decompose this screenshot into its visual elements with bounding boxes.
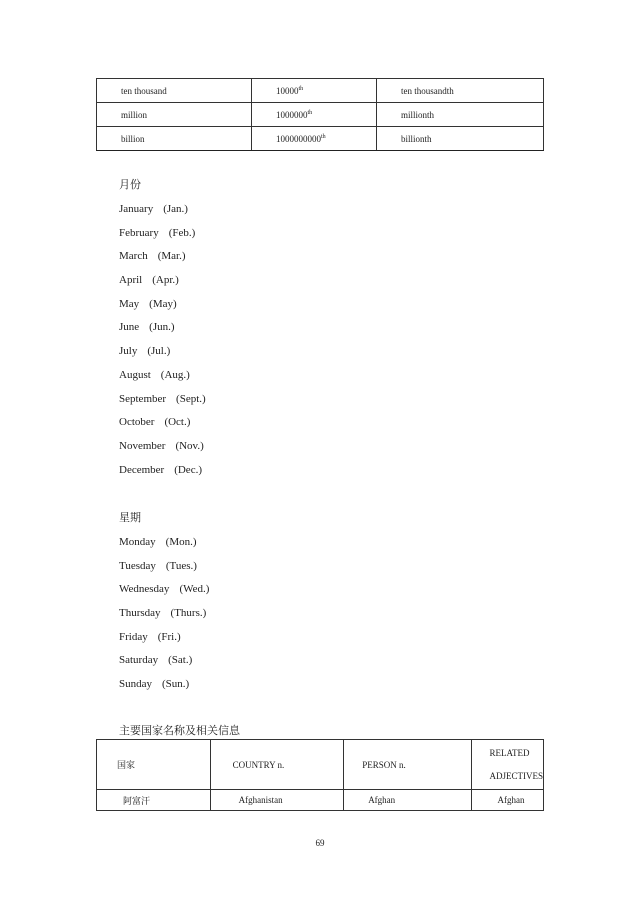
number-word: million: [97, 103, 252, 127]
month-item-abbr: (Aug.): [160, 368, 190, 381]
month-item: [119, 225, 206, 249]
month-item: [119, 414, 206, 438]
month-item-name: November: [119, 439, 166, 452]
countries-table: [96, 739, 544, 811]
header-chinese: 国家: [97, 740, 211, 790]
month-item-name: July: [119, 345, 138, 358]
month-item: [119, 391, 206, 415]
weekday-item-abbr: (Mon.): [165, 536, 197, 548]
month-item: [119, 248, 206, 272]
countries-header-row: [97, 740, 544, 790]
months-list: [119, 201, 206, 485]
weekday-item: [119, 629, 209, 653]
month-item-name: April: [119, 274, 143, 287]
weekday-item: [119, 581, 209, 605]
table-row: [97, 790, 544, 811]
table-row: [97, 103, 544, 127]
weekday-item-abbr: (Thurs.): [170, 607, 207, 620]
number-ordinal: ten thousandth: [377, 79, 544, 103]
weekday-item-abbr: (Sat.): [168, 654, 193, 667]
table-row: [97, 79, 544, 103]
weekday-item-name: Thursday: [119, 607, 161, 620]
months-section: [119, 177, 206, 485]
weekday-item-abbr: (Tues.): [165, 559, 197, 572]
weekday-item-abbr: (Fri.): [157, 630, 181, 643]
weekdays-heading: 星期: [119, 512, 141, 524]
number-suffix: th: [321, 134, 326, 140]
month-item: [119, 296, 206, 320]
weekday-item-name: Saturday: [119, 654, 159, 667]
weekday-item-abbr: (Wed.): [179, 583, 210, 596]
number-digits: 1000000000: [276, 134, 321, 144]
weekday-item-name: Sunday: [119, 678, 152, 691]
month-item-abbr: (Jan.): [163, 203, 188, 215]
header-related-line2: ADJECTIVES: [489, 770, 543, 781]
country-adjective: Afghan: [471, 790, 544, 811]
months-heading: 月份: [119, 179, 141, 191]
month-item-abbr: (Sept.): [176, 392, 206, 405]
month-item-name: January: [119, 203, 154, 215]
month-item-abbr: (May): [149, 297, 177, 310]
number-value: [252, 79, 377, 103]
month-item: [119, 343, 206, 367]
number-ordinal: millionth: [377, 103, 544, 127]
month-item: [119, 367, 206, 391]
month-item-name: March: [119, 250, 148, 263]
month-item-abbr: (Mar.): [157, 250, 186, 263]
number-table: [96, 78, 544, 151]
month-item: [119, 438, 206, 462]
country-person: Afghan: [344, 790, 471, 811]
weekday-item: [119, 652, 209, 676]
table-row: [97, 127, 544, 151]
header-related-adjectives: [471, 740, 544, 790]
month-item-name: September: [119, 392, 167, 405]
weekdays-section: [119, 510, 209, 700]
number-ordinal: billionth: [377, 127, 544, 151]
month-item-abbr: (Jun.): [149, 321, 175, 334]
weekday-item-abbr: (Sun.): [162, 678, 190, 691]
weekday-item: [119, 558, 209, 582]
month-item: [119, 319, 206, 343]
number-value: [252, 127, 377, 151]
month-item-abbr: (Oct.): [164, 416, 191, 429]
weekday-item: [119, 676, 209, 700]
month-item-abbr: (Apr.): [152, 274, 179, 287]
number-value: [252, 103, 377, 127]
number-digits: 10000: [276, 86, 299, 96]
weekday-item-name: Monday: [119, 536, 156, 548]
header-person: PERSON n.: [344, 740, 471, 790]
country-chinese: 阿富汗: [97, 790, 211, 811]
header-related-line1: RELATED: [489, 747, 530, 758]
month-item-name: December: [119, 463, 165, 476]
weekday-item-name: Tuesday: [119, 559, 156, 572]
weekday-item: [119, 534, 209, 558]
weekday-item: [119, 605, 209, 629]
weekday-item-name: Wednesday: [119, 583, 170, 596]
weekday-item-name: Friday: [119, 630, 148, 643]
number-suffix: th: [298, 86, 304, 92]
weekdays-list: [119, 534, 209, 700]
month-item-abbr: (Jul.): [147, 345, 171, 358]
month-item-abbr: (Dec.): [174, 463, 202, 476]
month-item: [119, 272, 206, 296]
number-digits: 1000000: [276, 110, 308, 120]
number-suffix: th: [307, 110, 313, 116]
month-item-name: May: [119, 297, 140, 310]
month-item-name: August: [119, 368, 151, 381]
month-item-name: June: [119, 321, 140, 334]
month-item-name: February: [119, 226, 159, 239]
page-number: 69: [315, 838, 325, 848]
month-item-abbr: (Feb.): [168, 226, 196, 239]
number-word: billion: [97, 127, 252, 151]
month-item: [119, 201, 206, 225]
country-name: Afghanistan: [210, 790, 344, 811]
month-item: [119, 462, 206, 486]
month-item-abbr: (Nov.): [175, 439, 204, 452]
countries-caption: 主要国家名称及相关信息: [119, 725, 240, 737]
header-country: COUNTRY n.: [210, 740, 344, 790]
number-word: ten thousand: [97, 79, 252, 103]
month-item-name: October: [119, 416, 155, 429]
